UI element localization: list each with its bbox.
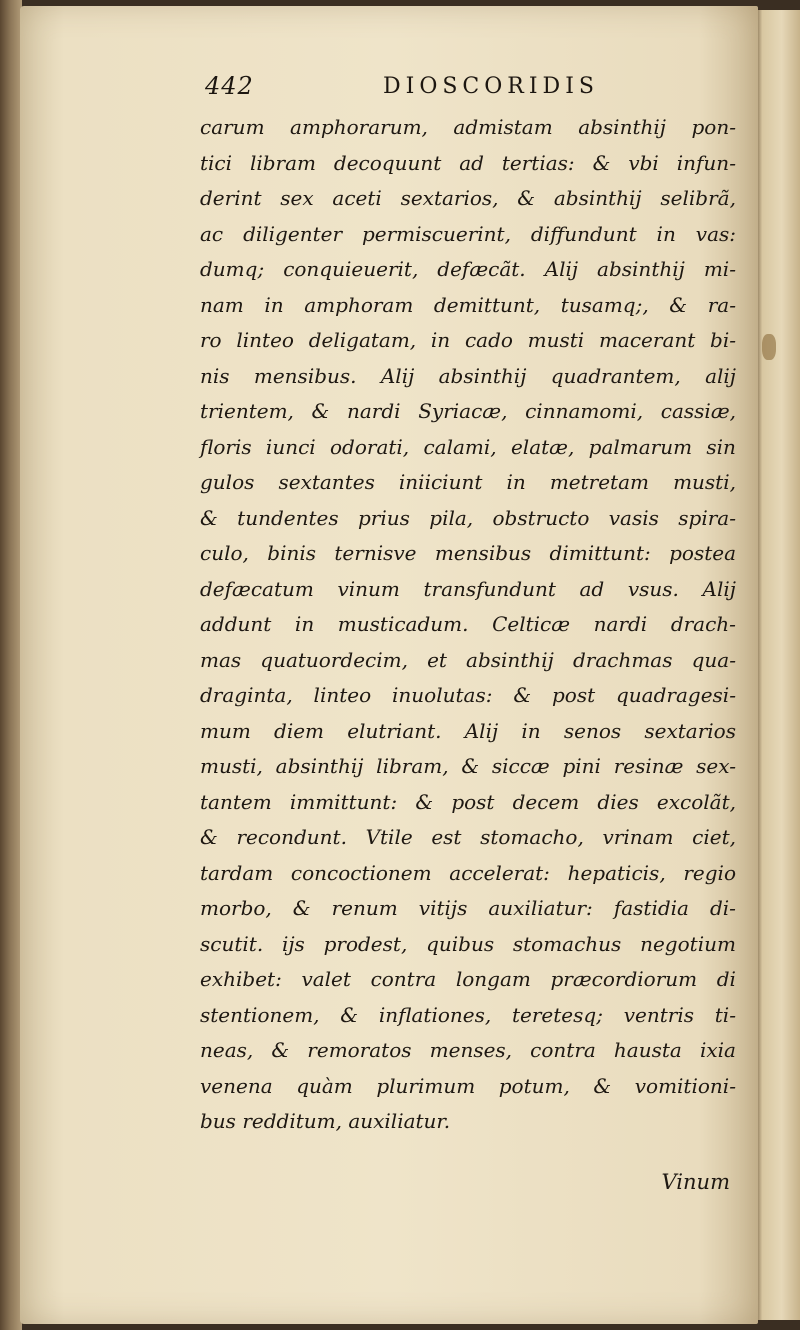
text-line: tici libram decoquunt ad tertias: & vbi infun- (200, 150, 736, 175)
text-line: tantem immittunt: & post decem dies excolãt, (200, 789, 736, 814)
catchword: Vinum (661, 1170, 730, 1194)
text-line: musti, absinthij libram, & siccæ pini resinæ sex- (200, 754, 736, 778)
text-line: nam in amphoram demittunt, tusamq;, & ra- (200, 292, 736, 317)
text-line: derint sex aceti sextarios, & absinthij selibrã, (200, 186, 736, 210)
text-line: stentionem, & inflationes, teretesq; ventris ti- (200, 1002, 736, 1027)
text-line: exhibet: valet contra longam præcordiorum di (200, 967, 736, 991)
right-page-edge (754, 10, 800, 1320)
text-line: & tundentes prius pila, obstructo vasis spira- (200, 505, 736, 530)
text-line: & recondunt. Vtile est stomacho, vrinam ciet, (200, 825, 736, 849)
text-line: culo, binis ternisve mensibus dimittunt: postea (200, 541, 736, 565)
text-line: scutit. ijs prodest, quibus stomachus negotium (200, 931, 736, 956)
text-line: defæcatum vinum transfundunt ad vsus. Alij (200, 576, 736, 601)
text-line: carum amphorarum, admistam absinthij pon- (200, 115, 736, 139)
text-line: nis mensibus. Alij absinthij quadrantem, alij (200, 363, 736, 388)
text-line: tardam concoctionem accelerat: hepaticis, regio (200, 860, 736, 885)
text-line: mum diem elutriant. Alij in senos sextarios (200, 718, 736, 743)
text-line: bus redditum, auxiliatur. (200, 1109, 451, 1133)
text-line: neas, & remoratos menses, contra hausta ixia (200, 1038, 736, 1062)
page-header (205, 72, 655, 108)
text-line: addunt in musticadum. Celticæ nardi drach- (200, 612, 736, 636)
page-number: 442 (205, 72, 254, 100)
text-line: ro linteo deligatam, in cado musti macerant bi- (200, 328, 736, 352)
text-line: draginta, linteo inuolutas: & post quadragesi- (200, 683, 736, 707)
text-line: gulos sextantes iniiciunt in metretam musti, (200, 470, 736, 494)
running-head: DIOSCORIDIS (383, 74, 599, 99)
text-line: floris iunci odorati, calami, elatæ, palmarum sin (200, 434, 736, 459)
text-line: ac diligenter permiscuerint, diffundunt in vas: (200, 221, 736, 246)
text-line: venena quàm plurimum potum, & vomitioni- (200, 1073, 736, 1098)
text-line: mas quatuordecim, et absinthij drachmas qua- (200, 647, 736, 672)
text-line: dumq; conquieuerit, defæcãt. Alij absinthij mi- (200, 257, 736, 281)
text-line: morbo, & renum vitijs auxiliatur: fastidia di- (200, 896, 736, 920)
left-page-edge (0, 0, 22, 1330)
paper-stain (762, 334, 776, 360)
text-line: trientem, & nardi Syriacæ, cinnamomi, cassiæ, (200, 399, 736, 423)
body-text (200, 110, 736, 1140)
